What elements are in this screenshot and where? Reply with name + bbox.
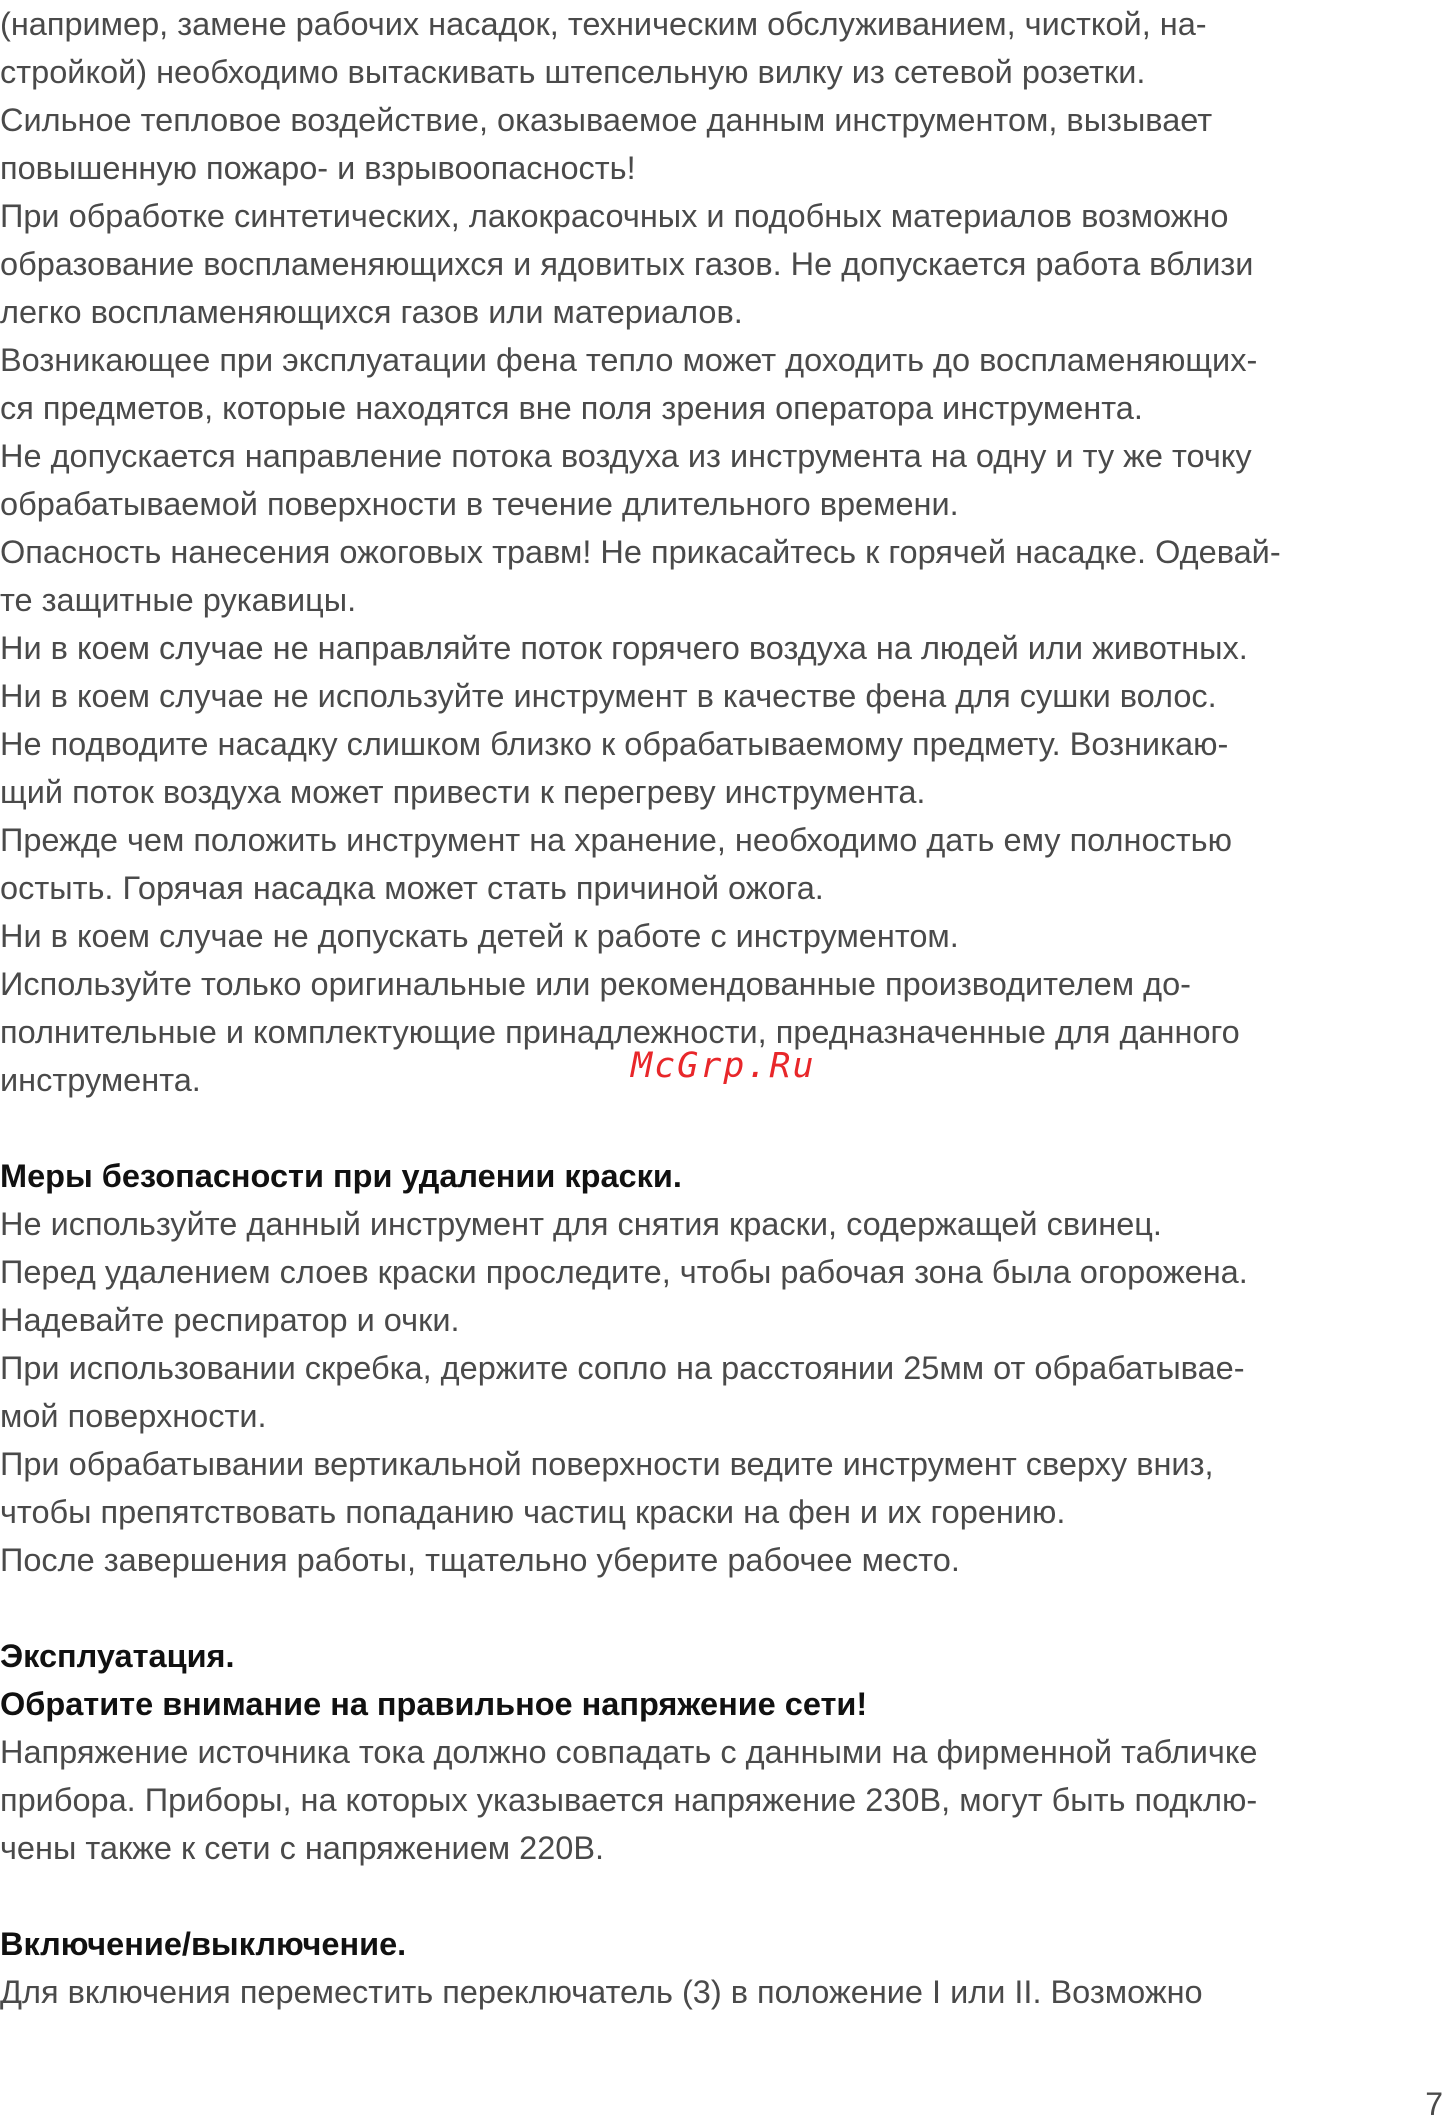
section-spacer [0, 1584, 1451, 1632]
paragraph-line: Возникающее при эксплуатации фена тепло может доходить до воспламеняющих- [0, 342, 1258, 378]
watermark-text: McGrp.Ru [631, 1046, 816, 1086]
paragraph-line: те защитные рукавицы. [0, 582, 357, 618]
paragraph-line: легко воспламеняющихся газов или материалов. [0, 294, 743, 330]
paragraph-line: Для включения переместить переключатель (3) в положение I или II. Возможно [0, 1974, 1203, 2010]
section-spacer [0, 1872, 1451, 1920]
paragraph-line: Используйте только оригинальные или рекомендованные производителем до- [0, 966, 1191, 1002]
paragraph-line: Ни в коем случае не используйте инструмент в качестве фена для сушки волос. [0, 678, 1217, 714]
paragraph-line: повышенную пожаро- и взрывоопасность! [0, 150, 636, 186]
paragraph-line: Ни в коем случае не допускать детей к работе с инструментом. [0, 918, 959, 954]
paragraph-line: Перед удалением слоев краски проследите, чтобы рабочая зона была огорожена. [0, 1254, 1248, 1290]
paragraph-line: Прежде чем положить инструмент на хранение, необходимо дать ему полностью [0, 822, 1232, 858]
section-heading: Включение/выключение. [0, 1926, 407, 1962]
paragraph-line: При использовании скребка, держите сопло на расстоянии 25мм от обрабатывае- [0, 1350, 1245, 1386]
paragraph-line: После завершения работы, тщательно уберите рабочее место. [0, 1542, 960, 1578]
paragraph-line: полнительные и комплектующие принадлежности, предназначенные для данного [0, 1014, 1240, 1050]
paragraph-line: Сильное тепловое воздействие, оказываемое данным инструментом, вызывает [0, 102, 1213, 138]
paragraph-line: обрабатываемой поверхности в течение длительного времени. [0, 486, 959, 522]
paragraph-line: Не допускается направление потока воздуха из инструмента на одну и ту же точку [0, 438, 1252, 474]
section-paint-removal [0, 1152, 1451, 1584]
section-heading: Эксплуатация. [0, 1638, 235, 1674]
paragraph-line: прибора. Приборы, на которых указывается напряжение 230В, могут быть подклю- [0, 1782, 1258, 1818]
paragraph-line: мой поверхности. [0, 1398, 267, 1434]
paragraph-line: При обработке синтетических, лакокрасочных и подобных материалов возможно [0, 198, 1229, 234]
paragraph-line: Напряжение источника тока должно совпадать с данными на фирменной табличке [0, 1734, 1258, 1770]
paragraph-line: Опасность нанесения ожоговых травм! Не прикасайтесь к горячей насадке. Одевай- [0, 534, 1281, 570]
paragraph-line: Не используйте данный инструмент для снятия краски, содержащей свинец. [0, 1206, 1162, 1242]
paragraph-line: ся предметов, которые находятся вне поля зрения оператора инструмента. [0, 390, 1143, 426]
page-number: 7 [1425, 2086, 1443, 2122]
section-operation [0, 1632, 1451, 1872]
paragraph-line: Ни в коем случае не направляйте поток горячего воздуха на людей или животных. [0, 630, 1248, 666]
paragraph-line: Не подводите насадку слишком близко к обрабатываемому предмету. Возникаю- [0, 726, 1229, 762]
paragraph-line: чтобы препятствовать попаданию частиц краски на фен и их горению. [0, 1494, 1066, 1530]
paragraph-line: Надевайте респиратор и очки. [0, 1302, 460, 1338]
paragraph-line: стройкой) необходимо вытаскивать штепсельную вилку из сетевой розетки. [0, 54, 1146, 90]
paragraph-line: чены также к сети с напряжением 220В. [0, 1830, 605, 1866]
paragraph-line: инструмента. [0, 1062, 201, 1098]
paragraph-line: остыть. Горячая насадка может стать причиной ожога. [0, 870, 824, 906]
section-power-switch [0, 1920, 1451, 2016]
paragraph-line: (например, замене рабочих насадок, техническим обслуживанием, чисткой, на- [0, 6, 1207, 42]
paragraph-line: образование воспламеняющихся и ядовитых газов. Не допускается работа вблизи [0, 246, 1254, 282]
section-subheading: Обратите внимание на правильное напряжение сети! [0, 1686, 868, 1722]
section-heading: Меры безопасности при удалении краски. [0, 1158, 682, 1194]
paragraph-line: При обрабатывании вертикальной поверхности ведите инструмент сверху вниз, [0, 1446, 1214, 1482]
paragraph-line: щий поток воздуха может привести к перегреву инструмента. [0, 774, 926, 810]
section-spacer [0, 1104, 1451, 1152]
